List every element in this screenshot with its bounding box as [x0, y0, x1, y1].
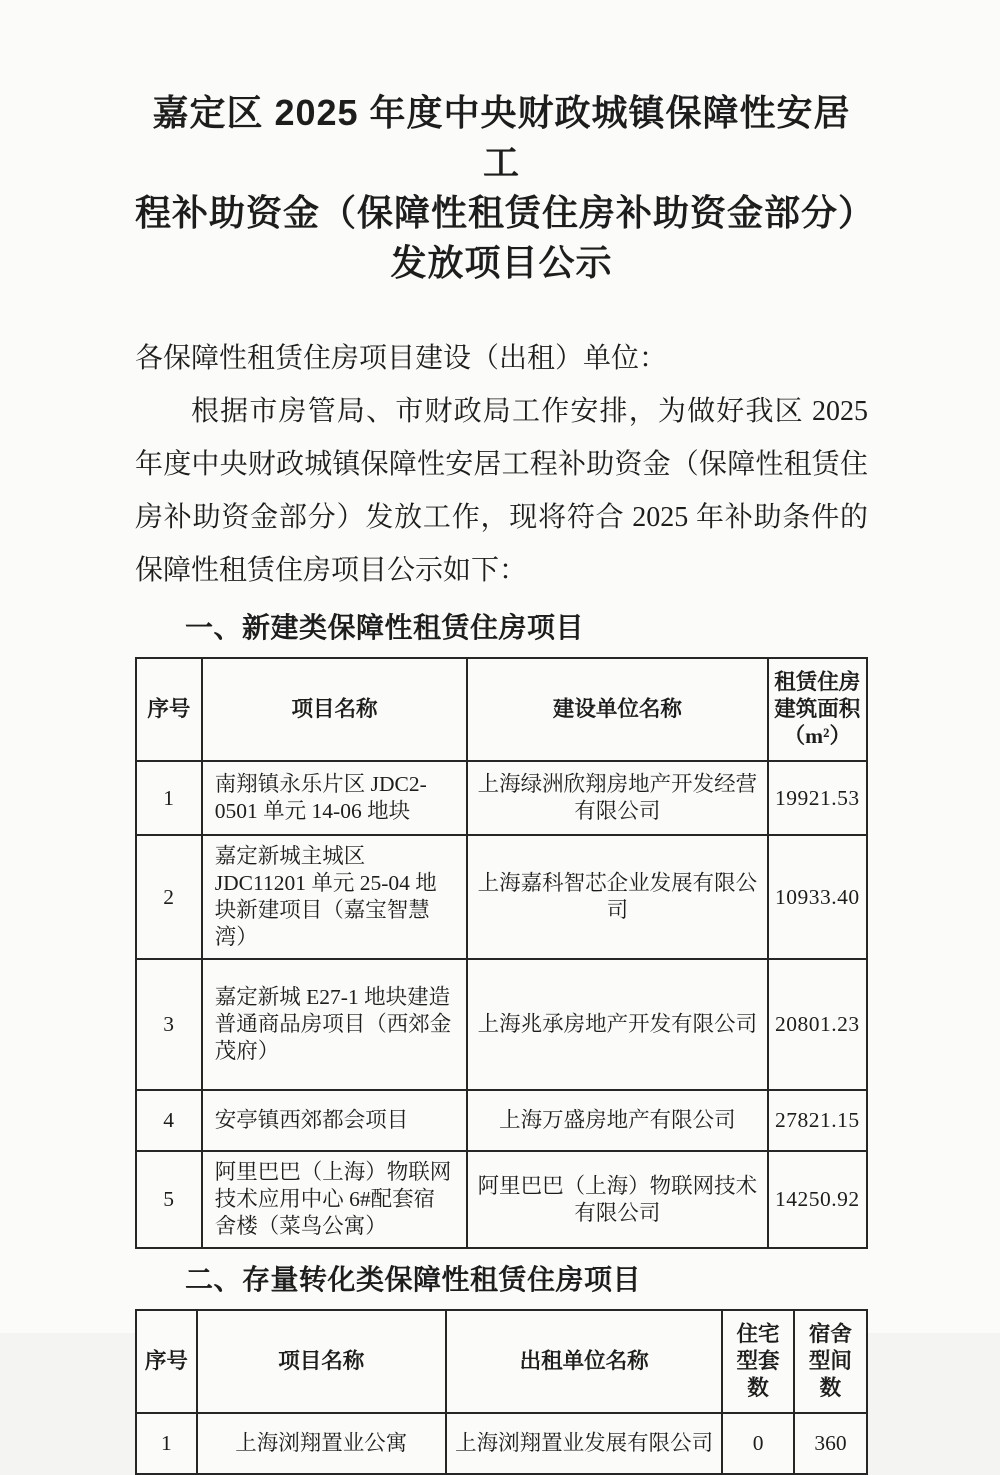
- table-cell: 4: [136, 1090, 202, 1151]
- table-cell: 20801.23: [768, 959, 867, 1090]
- table-cell: 上海浏翔置业发展有限公司: [446, 1413, 722, 1474]
- column-header: 序号: [136, 1310, 197, 1413]
- table-row: [136, 835, 867, 959]
- table-cell: 1: [136, 1413, 197, 1474]
- table-row: [136, 1413, 867, 1474]
- table-cell: 上海嘉科智芯企业发展有限公司: [467, 835, 767, 959]
- column-header: 建设单位名称: [467, 658, 767, 761]
- table-cell: 1: [136, 761, 202, 835]
- table-cell: 19921.53: [768, 761, 867, 835]
- table-cell: 360: [794, 1413, 867, 1474]
- new-construction-projects-table: [135, 657, 868, 1249]
- table-cell: 上海万盛房地产有限公司: [467, 1090, 767, 1151]
- table-cell: 阿里巴巴（上海）物联网技术有限公司: [467, 1151, 767, 1248]
- table-cell: 5: [136, 1151, 202, 1248]
- table-cell: 0: [722, 1413, 794, 1474]
- table-cell: 上海绿洲欣翔房地产开发经营有限公司: [467, 761, 767, 835]
- table-cell: 安亭镇西郊都会项目: [202, 1090, 467, 1151]
- column-header: 住宅型套数: [722, 1310, 794, 1413]
- title-line-3: 发放项目公示: [390, 242, 613, 283]
- section-2-heading: 二、存量转化类保障性租赁住房项目: [185, 1264, 642, 1295]
- table-header-row: [136, 658, 867, 761]
- table-row: [136, 1090, 867, 1151]
- table-cell: 阿里巴巴（上海）物联网技术应用中心 6#配套宿舍楼（菜鸟公寓）: [202, 1151, 467, 1248]
- table-cell: 27821.15: [768, 1090, 867, 1151]
- column-header: 项目名称: [202, 658, 467, 761]
- table-cell: 嘉定新城主城区 JDC11201 单元 25-04 地块新建项目（嘉宝智慧湾）: [202, 835, 467, 959]
- table-cell: 3: [136, 959, 202, 1090]
- table-row: [136, 761, 867, 835]
- title-line-1: 嘉定区 2025 年度中央财政城镇保障性安居工: [152, 92, 851, 183]
- table-header-row: [136, 1310, 867, 1413]
- column-header: 租赁住房建筑面积（m²）: [768, 658, 867, 761]
- table-cell: 上海浏翔置业公寓: [197, 1413, 446, 1474]
- column-header: 序号: [136, 658, 202, 761]
- table-cell: 14250.92: [768, 1151, 867, 1248]
- table-cell: 上海兆承房地产开发有限公司: [467, 959, 767, 1090]
- salutation-line: 各保障性租赁住房项目建设（出租）单位：: [135, 343, 668, 374]
- table-cell: 2: [136, 835, 202, 959]
- body-text: [135, 332, 868, 597]
- title-line-2: 程补助资金（保障性租赁住房补助资金部分）: [135, 192, 876, 233]
- table-cell: 南翔镇永乐片区 JDC2-0501 单元 14-06 地块: [202, 761, 467, 835]
- column-header: 宿舍型间数: [794, 1310, 867, 1413]
- intro-paragraph: 根据市房管局、市财政局工作安排，为做好我区 2025 年度中央财政城镇保障性安居工程补助资金（保障性租赁住房补助资金部分）发放工作，现将符合 2025 年补助条件的保障性租赁住房项目公示如下：: [135, 396, 868, 586]
- document-title: [135, 88, 876, 288]
- table-row: [136, 959, 867, 1090]
- table-row: [136, 1151, 867, 1248]
- table-cell: 10933.40: [768, 835, 867, 959]
- column-header: 项目名称: [197, 1310, 446, 1413]
- stock-conversion-projects-table: [135, 1309, 868, 1475]
- section-1-heading: 一、新建类保障性租赁住房项目: [185, 612, 585, 643]
- column-header: 出租单位名称: [446, 1310, 722, 1413]
- table-cell: 嘉定新城 E27-1 地块建造普通商品房项目（西郊金茂府）: [202, 959, 467, 1090]
